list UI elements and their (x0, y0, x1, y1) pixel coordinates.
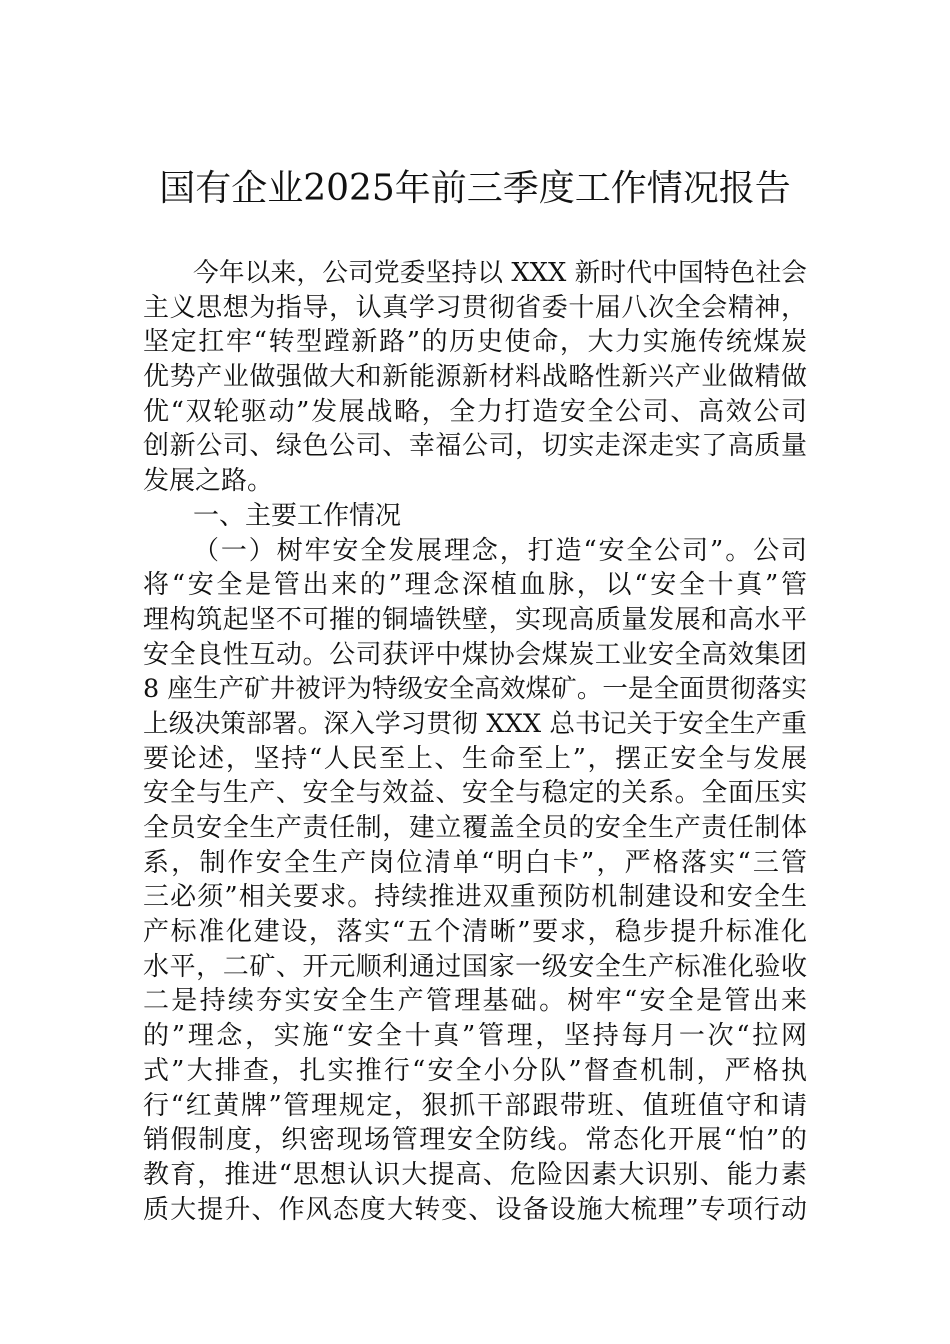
paragraph-line: 水平，二矿、开元顺利通过国家一级安全生产标准化验收 (143, 951, 807, 982)
document-body (143, 256, 807, 1227)
paragraph-line: 教育，推进“思想认识大提高、危险因素大识别、能力素 (143, 1159, 807, 1190)
paragraph-line: 理构筑起坚不可摧的铜墙铁壁，实现高质量发展和高水平 (143, 604, 807, 635)
paragraph-line: 优“双轮驱动”发展战略，全力打造安全公司、高效公司 (143, 396, 807, 427)
paragraph-line: 全员安全生产责任制，建立覆盖全员的安全生产责任制体 (143, 813, 807, 843)
paragraph-line: 要论述，坚持“人民至上、生命至上”，摆正安全与发展 (143, 743, 807, 774)
paragraph-line: 质大提升、作风态度大转变、设备设施大梳理”专项行动 (143, 1194, 807, 1225)
paragraph-line: 8 座生产矿井被评为特级安全高效煤矿。一是全面贯彻落实 (143, 674, 807, 705)
paragraph-line: 将“安全是管出来的”理念深植血脉，以“安全十真”管 (143, 570, 807, 601)
paragraph-line: （一）树牢安全发展理念，打造“安全公司”。公司 (193, 535, 807, 566)
paragraph-line: 式”大排查，扎实推行“安全小分队”督查机制，严格执 (143, 1055, 807, 1086)
paragraph-line: 三必须”相关要求。持续推进双重预防机制建设和安全生 (143, 882, 807, 913)
paragraph-line: 安全良性互动。公司获评中煤协会煤炭工业安全高效集团 (143, 639, 807, 670)
paragraph-line: 的”理念，实施“安全十真”管理，坚持每月一次“拉网 (143, 1021, 807, 1052)
paragraph-line: 安全与生产、安全与效益、安全与稳定的关系。全面压实 (143, 778, 807, 809)
paragraph-line: 坚定扛牢“转型蹚新路”的历史使命，大力实施传统煤炭 (143, 327, 807, 358)
paragraph-line: 发展之路。 (143, 466, 274, 497)
paragraph-line: 创新公司、绿色公司、幸福公司，切实走深走实了高质量 (143, 431, 807, 462)
paragraph-line: 主义思想为指导，认真学习贯彻省委十届八次全会精神， (143, 292, 807, 323)
paragraph-line: 今年以来，公司党委坚持以 XXX 新时代中国特色社会 (193, 258, 807, 288)
section-heading: 一、主要工作情况 (193, 500, 402, 531)
paragraph-line: 行“红黄牌”管理规定，狠抓干部跟带班、值班值守和请 (143, 1090, 807, 1121)
document-title: 国有企业2025年前三季度工作情况报告 (159, 168, 791, 209)
paragraph-line: 产标准化建设，落实“五个清晰”要求，稳步提升标准化 (143, 917, 807, 948)
paragraph-line: 系，制作安全生产岗位清单“明白卡”，严格落实“三管 (143, 847, 807, 878)
paragraph-line: 二是持续夯实安全生产管理基础。树牢“安全是管出来 (143, 986, 807, 1017)
paragraph-line: 上级决策部署。深入学习贯彻 XXX 总书记关于安全生产重 (143, 708, 807, 739)
paragraph-line: 销假制度，织密现场管理安全防线。常态化开展“怕”的 (143, 1125, 807, 1156)
paragraph-line: 优势产业做强做大和新能源新材料战略性新兴产业做精做 (143, 362, 807, 393)
